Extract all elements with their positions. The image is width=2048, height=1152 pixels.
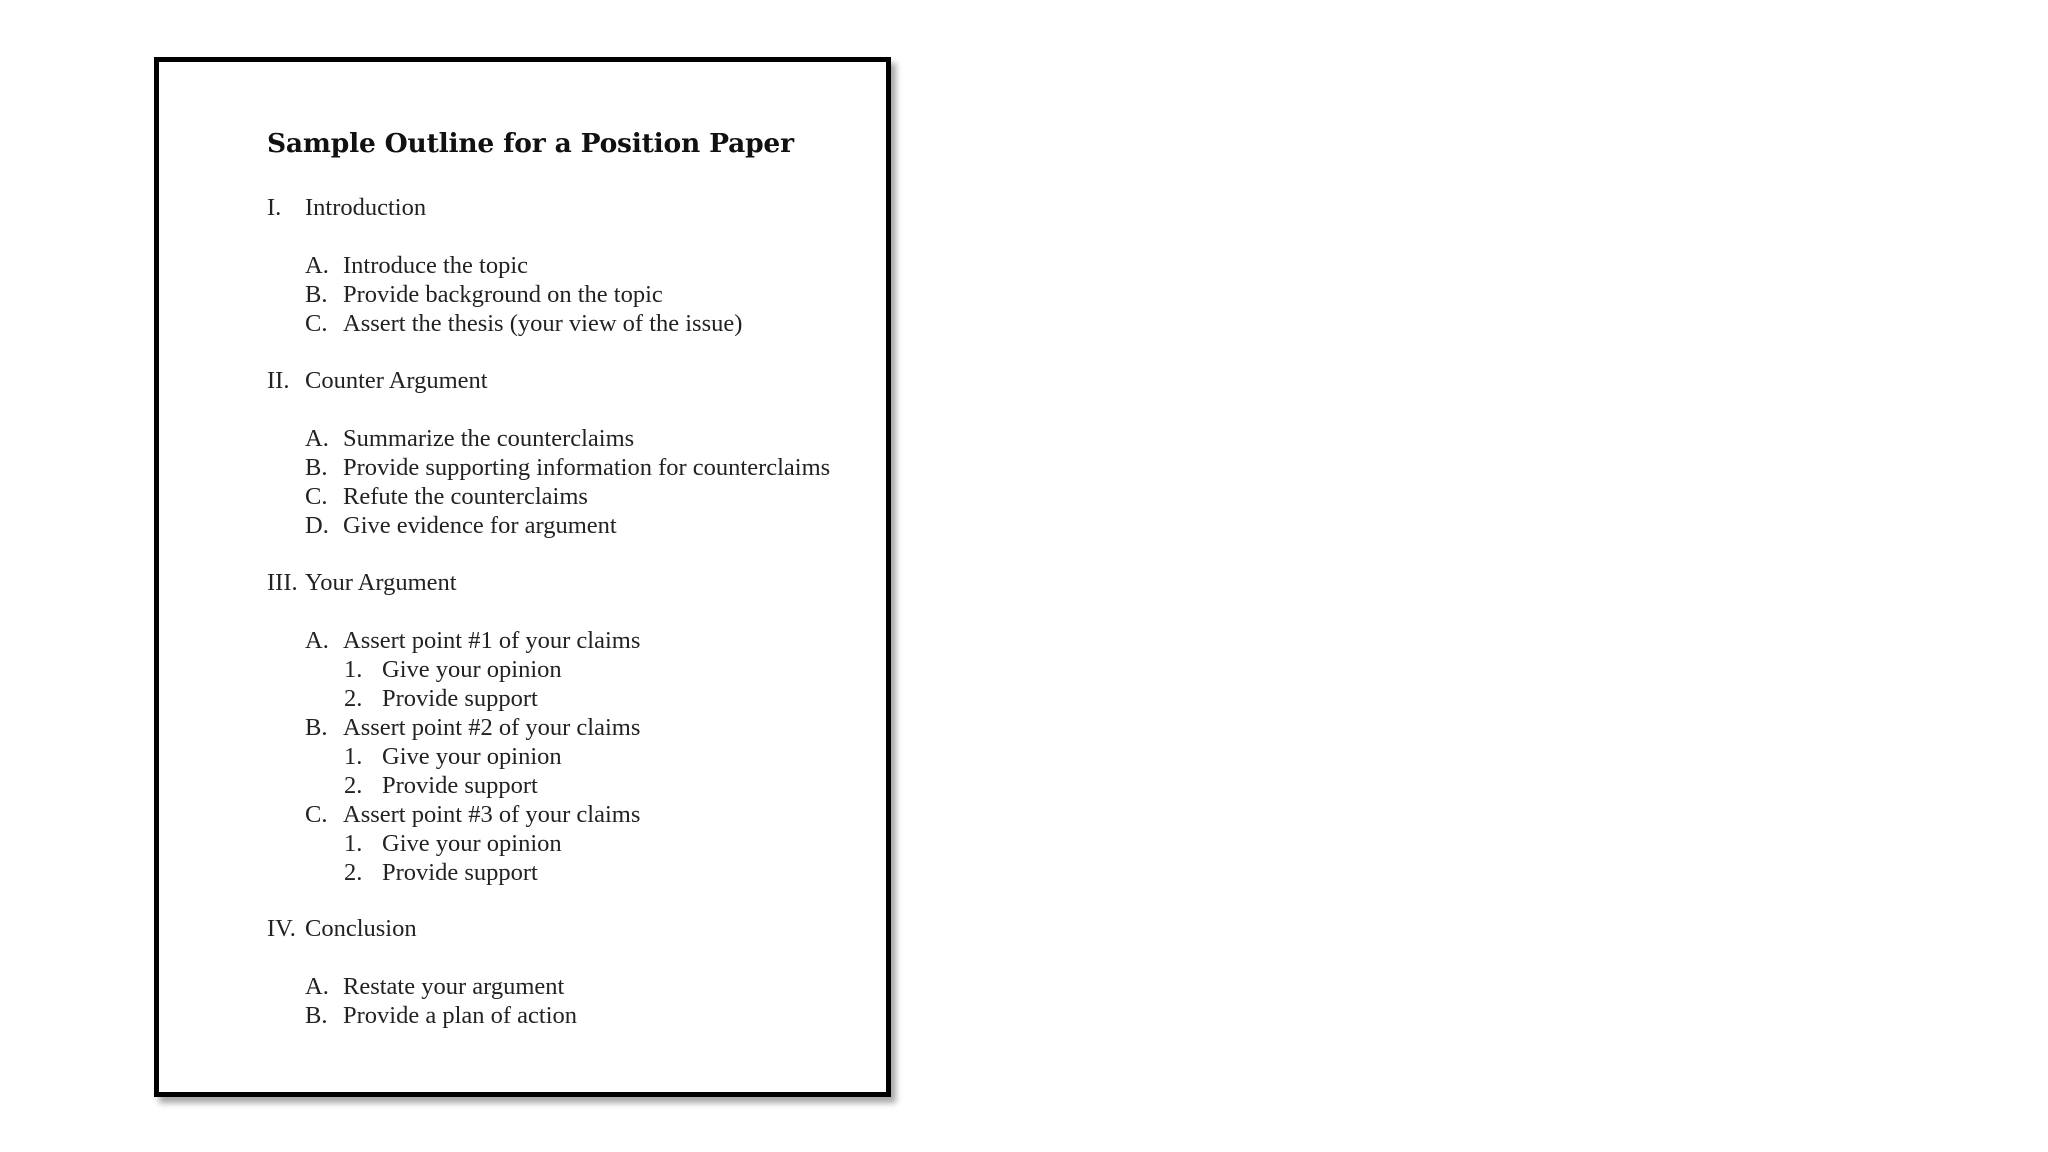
outline-marker: II. xyxy=(267,367,290,394)
outline-marker: B. xyxy=(305,454,328,481)
outline-marker: IV. xyxy=(267,915,296,942)
outline-subitem-label: Provide support xyxy=(382,772,538,799)
outline-item-label: Refute the counterclaims xyxy=(343,483,588,510)
outline-item-label: Assert point #1 of your claims xyxy=(343,627,641,654)
outline-marker: C. xyxy=(305,801,328,828)
outline-subitem-label: Provide support xyxy=(382,859,538,886)
outline-marker: D. xyxy=(305,512,329,539)
outline-marker: 2. xyxy=(344,685,363,712)
outline-marker: B. xyxy=(305,714,328,741)
outline-marker: C. xyxy=(305,483,328,510)
outline-item-label: Assert point #2 of your claims xyxy=(343,714,641,741)
outline-marker: III. xyxy=(267,569,298,596)
outline-marker: B. xyxy=(305,281,328,308)
outline-item-label: Assert the thesis (your view of the issue) xyxy=(343,310,743,337)
outline-item-label: Restate your argument xyxy=(343,973,565,1000)
outline-marker: 2. xyxy=(344,772,363,799)
outline-item-label: Summarize the counterclaims xyxy=(343,425,635,452)
document-title: Sample Outline for a Position Paper xyxy=(267,128,794,159)
outline-item-label: Provide background on the topic xyxy=(343,281,663,308)
outline-marker: A. xyxy=(305,425,329,452)
outline-marker: 1. xyxy=(344,656,363,683)
outline-marker: 2. xyxy=(344,859,363,886)
outline-item-label: Provide a plan of action xyxy=(343,1002,578,1029)
outline-item-label: Give evidence for argument xyxy=(343,512,617,539)
outline-marker: B. xyxy=(305,1002,328,1029)
outline-marker: 1. xyxy=(344,743,363,770)
outline-item-label: Assert point #3 of your claims xyxy=(343,801,641,828)
outline-item-label: Provide supporting information for counterclaims xyxy=(343,454,831,481)
outline-subitem-label: Give your opinion xyxy=(382,656,562,683)
outline-section-label: Counter Argument xyxy=(305,367,488,394)
outline-marker: A. xyxy=(305,627,329,654)
outline-marker: I. xyxy=(267,194,282,221)
document-page xyxy=(154,57,891,1097)
outline-marker: A. xyxy=(305,252,329,279)
outline-item-label: Introduce the topic xyxy=(343,252,529,279)
outline-subitem-label: Give your opinion xyxy=(382,743,562,770)
outline-section-label: Conclusion xyxy=(305,915,417,942)
outline-marker: C. xyxy=(305,310,328,337)
outline-section-label: Your Argument xyxy=(305,569,457,596)
outline-subitem-label: Give your opinion xyxy=(382,830,562,857)
outline-section-label: Introduction xyxy=(305,194,427,221)
outline-marker: A. xyxy=(305,973,329,1000)
outline-subitem-label: Provide support xyxy=(382,685,538,712)
outline-marker: 1. xyxy=(344,830,363,857)
